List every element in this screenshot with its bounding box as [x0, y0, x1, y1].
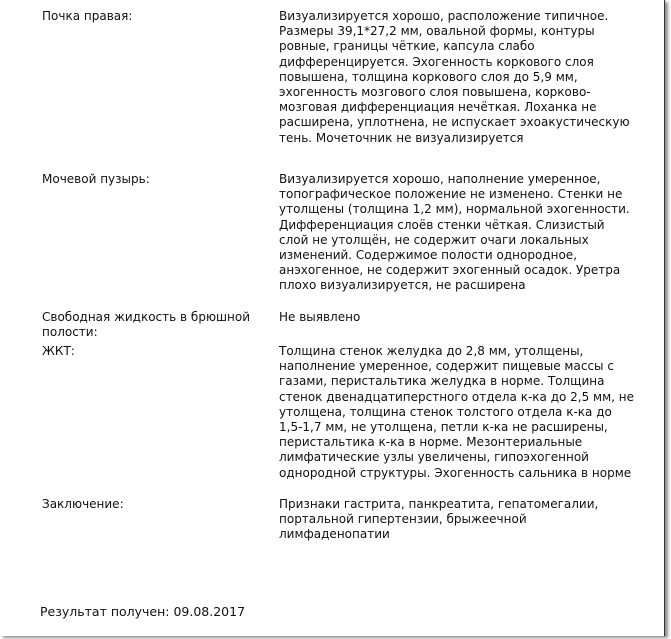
report-table	[42, 9, 642, 547]
report-row-right-kidney	[42, 9, 642, 172]
report-row-gi-tract	[42, 344, 642, 497]
row-label: Заключение:	[42, 497, 124, 511]
row-label: ЖКТ:	[42, 344, 75, 358]
row-value: Не выявлено	[279, 310, 361, 324]
row-label: Мочевой пузырь:	[42, 172, 150, 186]
report-row-free-fluid	[42, 310, 642, 344]
result-date: Результат получен: 09.08.2017	[40, 604, 246, 619]
row-label: Свободная жидкость в брюшной полости:	[42, 310, 251, 340]
report-row-conclusion	[42, 497, 642, 547]
report-row-bladder	[42, 172, 642, 310]
row-value: Визуализируется хорошо, наполнение умеренное, топографическое положение не изменено. Стенки не утолщены (толщина 1,2 мм), нормальной эхогенности. Дифференциация слоёв стенки чёткая. Слизистый слой не утолщён, не содержит очаги локальных изменений. Содержимое полости однородное, анэхогенное, не содержит эхогенный осадок. Уретра плохо визуализируется, не расширена	[279, 172, 630, 293]
row-value: Визуализируется хорошо, расположение типичное. Размеры 39,1*27,2 мм, овальной формы, контуры ровные, границы чёткие, капсула слабо дифференцируется. Эхогенность коркового слоя повышена, толщина коркового слоя до 5,9 мм, эхогенность мозгового слоя повышена, корково-мозговая дифференциация нечёткая. Лоханка не расширена, уплотнена, не испускает эхоакустическую тень. Мочеточник не визуализируется	[279, 9, 630, 145]
row-label: Почка правая:	[42, 9, 133, 23]
row-value: Признаки гастрита, панкреатита, гепатомегалии, портальной гипертензии, брыжеечной лимфаденопатии	[279, 497, 599, 542]
row-value: Толщина стенок желудка до 2,8 мм, утолщены, наполнение умеренное, содержит пищевые массы с газами, перистальтика желудка в норме. Толщина стенок двенадцатиперстного отдела к-ка до 2,5 мм, не утолщена, толщина стенок толстого отдела к-ка до 1,5-1,7 мм, не утолщена, петли к-ка не расширены, перистальтика к-ка в норме. Мезонтериальные лимфатические узлы увеличены, гипоэхогенной однородной структуры. Эхогенность сальника в норме	[279, 344, 635, 480]
